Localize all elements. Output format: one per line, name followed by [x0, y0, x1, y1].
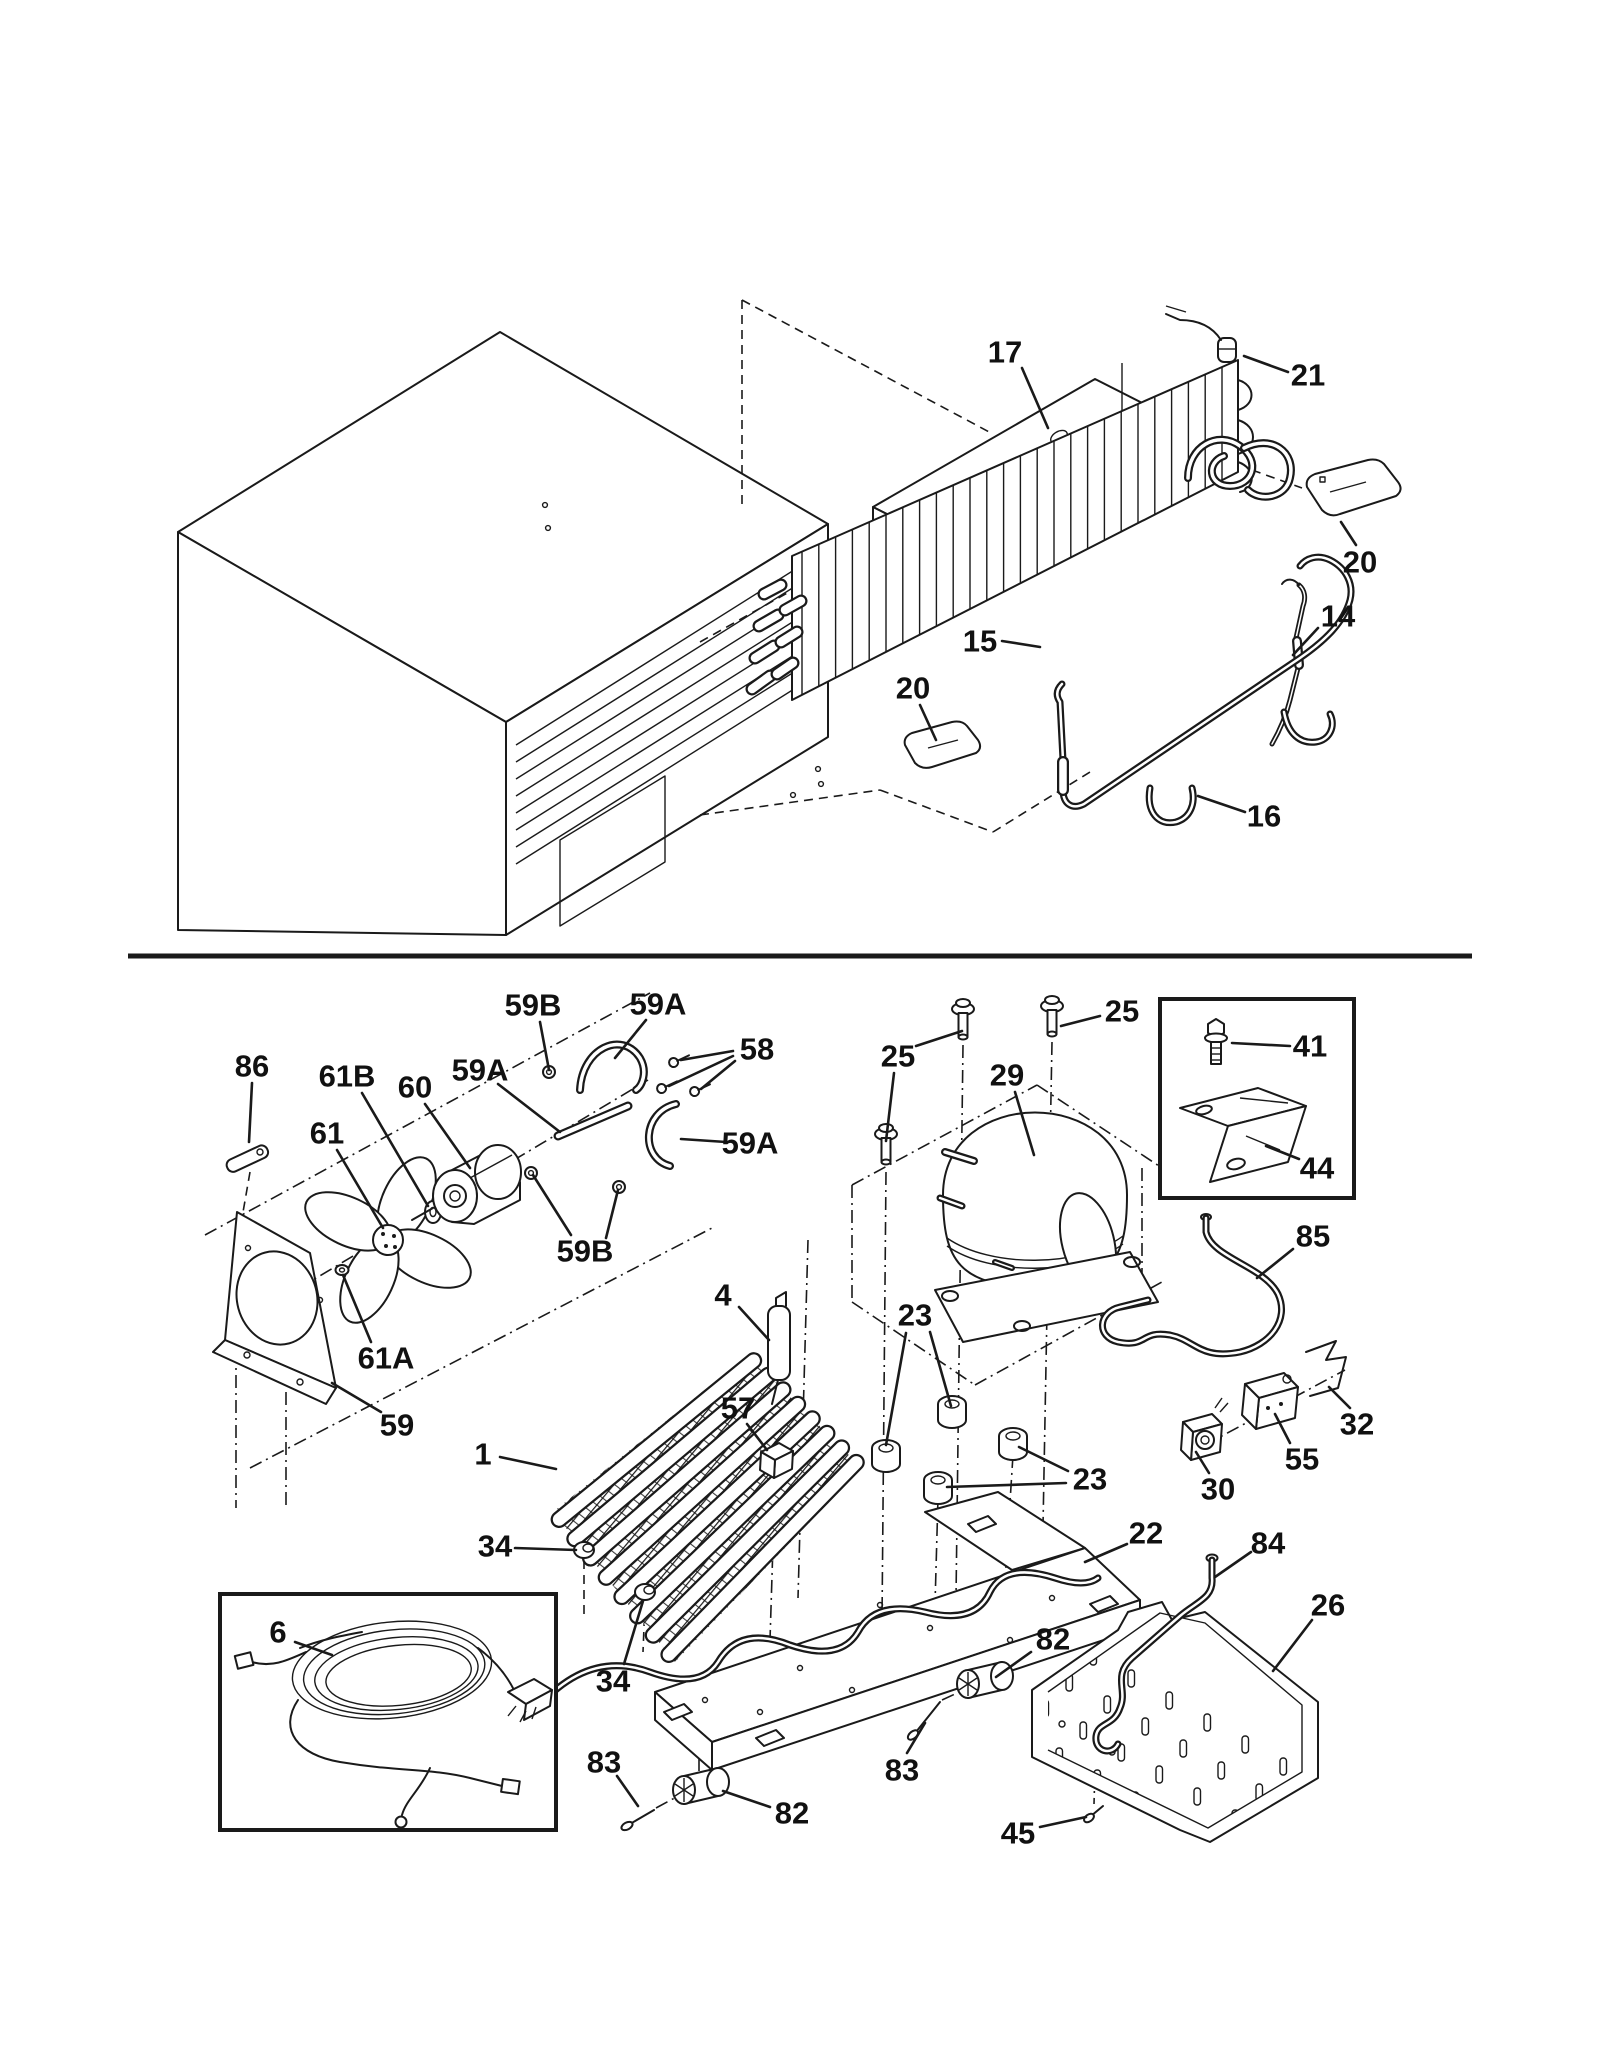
callout-23: 23	[897, 1297, 933, 1333]
callout-86: 86	[234, 1048, 270, 1084]
callout-leader-59B	[606, 1190, 618, 1238]
callout-leader-60	[425, 1104, 470, 1168]
callout-61B: 61B	[318, 1058, 376, 1094]
callout-leader-25	[916, 1031, 962, 1046]
callout-leader-59A	[498, 1084, 560, 1132]
fan-shroud-bracket	[213, 1212, 336, 1404]
callout-84: 84	[1250, 1525, 1286, 1561]
callout-16: 16	[1246, 798, 1282, 834]
callout-17: 17	[987, 334, 1023, 370]
callout-leader-58	[701, 1061, 735, 1089]
callout-21: 21	[1290, 357, 1326, 393]
callout-leader-34	[515, 1548, 576, 1550]
callout-leader-83	[617, 1776, 638, 1806]
cabinet-outline	[178, 332, 828, 935]
bolt-25	[1041, 996, 1063, 1037]
callout-83: 83	[586, 1744, 622, 1780]
suction-tube-hook-upper	[580, 1045, 644, 1090]
callout-59: 59	[379, 1407, 415, 1443]
callout-leader-15	[1002, 641, 1040, 647]
callout-55: 55	[1284, 1441, 1320, 1477]
tube-core	[1057, 557, 1351, 806]
screw	[906, 1702, 940, 1742]
callout-34: 34	[595, 1663, 631, 1699]
callout-25: 25	[1104, 993, 1140, 1029]
suction-tube-straight	[558, 1106, 628, 1136]
callout-leader-4	[739, 1307, 769, 1340]
callout-leader-86	[249, 1083, 252, 1142]
callout-6: 6	[269, 1614, 287, 1650]
callout-leader-23	[930, 1332, 951, 1406]
grommet	[938, 1396, 966, 1428]
callout-20: 20	[895, 670, 931, 706]
tube-core	[1149, 788, 1193, 823]
callout-83: 83	[884, 1752, 920, 1788]
condenser-coil	[553, 1355, 862, 1662]
callout-leader-59A	[681, 1139, 726, 1142]
callout-leader-1	[500, 1457, 556, 1469]
callout-leader-59B	[540, 1022, 549, 1070]
callout-leader-23	[886, 1333, 906, 1445]
callout-22: 22	[1128, 1515, 1164, 1551]
callout-leader-59	[332, 1383, 381, 1412]
relay-cover	[1242, 1373, 1298, 1429]
callout-1: 1	[474, 1436, 492, 1472]
callout-59A: 59A	[451, 1052, 509, 1088]
fan-mounting-clip	[225, 1143, 270, 1173]
callout-57: 57	[720, 1390, 756, 1426]
pan-screw-45	[1082, 1806, 1103, 1824]
callout-44: 44	[1299, 1150, 1335, 1186]
callout-58: 58	[739, 1031, 775, 1067]
evaporator-coil	[752, 360, 1291, 700]
callout-20: 20	[1342, 544, 1378, 580]
roller	[673, 1768, 729, 1804]
callout-leader-21	[1244, 356, 1288, 372]
tube-core	[558, 1106, 628, 1136]
condenser-tubes	[559, 1361, 856, 1655]
suction-tube-hook-lower	[649, 1104, 676, 1166]
callout-61A: 61A	[357, 1340, 415, 1376]
callout-59B: 59B	[504, 987, 562, 1023]
callout-leader-20	[1341, 522, 1356, 545]
callout-30: 30	[1200, 1471, 1236, 1507]
callout-14: 14	[1320, 598, 1356, 634]
callout-82: 82	[774, 1795, 810, 1831]
callout-15: 15	[962, 623, 998, 659]
callout-60: 60	[397, 1069, 433, 1105]
callout-leader-23	[947, 1483, 1066, 1487]
callout-leader-82	[723, 1791, 770, 1807]
callout-leader-32	[1329, 1387, 1350, 1408]
callout-61: 61	[309, 1115, 345, 1151]
callout-leader-16	[1198, 796, 1245, 812]
callout-leader-85	[1257, 1249, 1293, 1278]
callout-34: 34	[477, 1528, 513, 1564]
defrost-sensor	[1166, 306, 1236, 362]
callout-85: 85	[1295, 1218, 1331, 1254]
drain-trough-plate-left	[905, 722, 980, 768]
relay-clip	[1306, 1341, 1346, 1396]
callout-26: 26	[1310, 1587, 1346, 1623]
callout-59B: 59B	[556, 1233, 614, 1269]
callout-82: 82	[1035, 1621, 1071, 1657]
start-relay	[1181, 1398, 1228, 1460]
callout-32: 32	[1339, 1406, 1375, 1442]
callout-leader-25	[1061, 1016, 1100, 1026]
callout-23: 23	[1072, 1461, 1108, 1497]
callout-leader-26	[1273, 1620, 1312, 1671]
grommet-small	[635, 1584, 655, 1600]
fan-hub-nut	[336, 1265, 349, 1275]
callout-59A: 59A	[721, 1125, 779, 1161]
callout-leader-45	[1040, 1817, 1086, 1827]
callout-59A: 59A	[629, 986, 687, 1022]
drain-trough-plate-right	[1307, 460, 1401, 516]
callout-leader-84	[1215, 1552, 1251, 1577]
callout-41: 41	[1292, 1028, 1328, 1064]
screw	[620, 1810, 654, 1832]
callout-45: 45	[1000, 1815, 1036, 1851]
grommet	[999, 1428, 1027, 1460]
callout-4: 4	[714, 1277, 732, 1313]
callout-29: 29	[989, 1057, 1025, 1093]
callout-25: 25	[880, 1038, 916, 1074]
callout-leader-59B	[533, 1175, 571, 1235]
